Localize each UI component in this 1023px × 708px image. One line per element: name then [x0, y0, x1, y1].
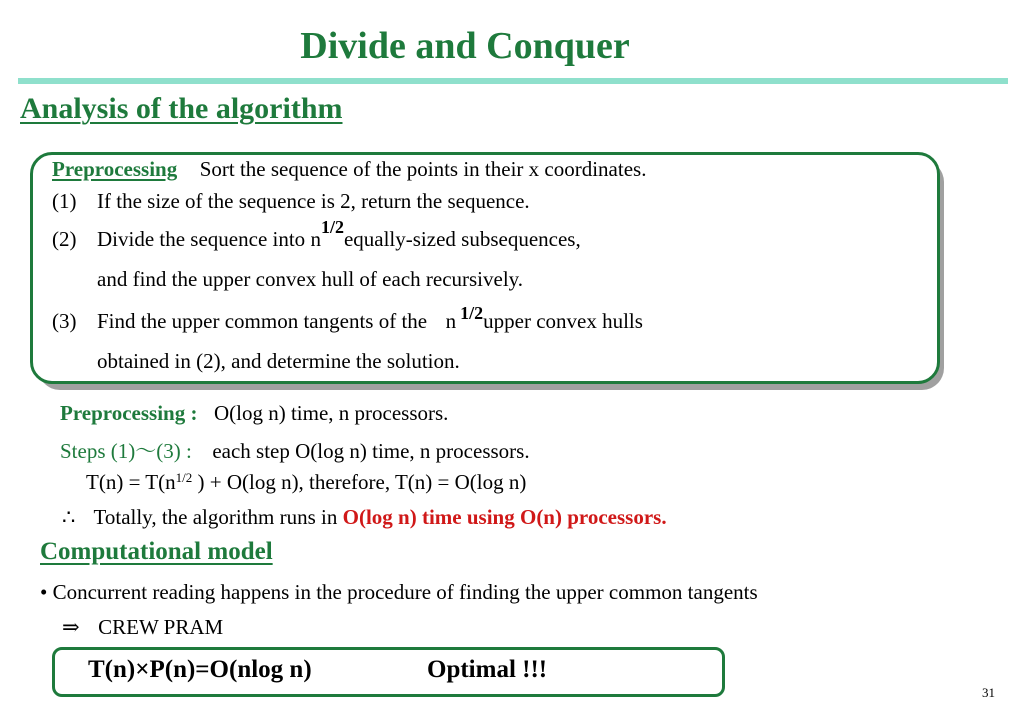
optimal-formula: T(n)×P(n)=O(nlog n): [88, 656, 312, 683]
recurrence-part-b: ) + O(log n), therefore, T(n) = O(log n): [192, 470, 527, 494]
therefore-symbol: ∴: [62, 505, 76, 529]
step3-exponent: 1/2: [460, 303, 484, 323]
preprocessing-complexity-line: [60, 401, 448, 426]
step2-line2: and find the upper convex hull of each recursively.: [97, 267, 524, 291]
page-number: 31: [982, 685, 995, 700]
step3-text-b: upper convex hulls: [483, 309, 643, 333]
slide-title: Divide and Conquer: [300, 25, 630, 67]
step1-text: If the size of the sequence is 2, return the sequence.: [97, 189, 530, 213]
optimal-verdict: Optimal !!!: [427, 656, 548, 683]
recurrence-part-a: T(n) = T(n: [86, 470, 176, 494]
step3-line2: obtained in (2), and determine the solution.: [97, 349, 460, 373]
steps-complexity-value: each step O(log n) time, n processors.: [212, 439, 530, 463]
step2-text-a: Divide the sequence into: [97, 227, 306, 251]
step3-text-a: Find the upper common tangents of the: [97, 309, 428, 333]
model-line: [62, 615, 223, 640]
step2-line: [52, 217, 581, 252]
step3-number: (3): [52, 309, 77, 333]
step2-n: n: [310, 227, 321, 251]
recurrence-exponent: 1/2: [175, 470, 193, 485]
steps-complexity-label: Steps (1)～(3) :: [60, 439, 192, 463]
step2-number: (2): [52, 227, 77, 251]
preprocessing-label: Preprocessing: [52, 157, 178, 181]
step1-number: (1): [52, 189, 77, 213]
conclusion-highlight: O(log n) time using O(n) processors.: [342, 505, 667, 529]
title-divider: [18, 78, 1008, 84]
steps-complexity-line: [60, 435, 530, 465]
step2-text-b: equally-sized subsequences,: [343, 227, 581, 251]
recurrence-line: [86, 470, 526, 495]
conclusion-line: [62, 505, 667, 530]
step3-n: n: [445, 309, 457, 333]
concurrent-reading-bullet: • Concurrent reading happens in the procedure of finding the upper common tangents: [40, 580, 758, 604]
computational-model-heading: Computational model: [40, 538, 273, 565]
analysis-heading: Analysis of the algorithm: [20, 92, 343, 125]
step3-line: [52, 303, 643, 334]
model-name: CREW PRAM: [98, 615, 224, 639]
conclusion-text: Totally, the algorithm runs in: [93, 505, 338, 529]
implies-symbol: ⇒: [62, 615, 80, 639]
preprocessing-complexity-label: Preprocessing :: [60, 401, 198, 425]
step2-exponent: 1/2: [320, 217, 344, 237]
preprocessing-line: [52, 157, 646, 182]
preprocessing-complexity-value: O(log n) time, n processors.: [213, 401, 449, 425]
step1-line: [52, 189, 530, 214]
preprocessing-text: Sort the sequence of the points in their x coordinates.: [199, 157, 647, 181]
